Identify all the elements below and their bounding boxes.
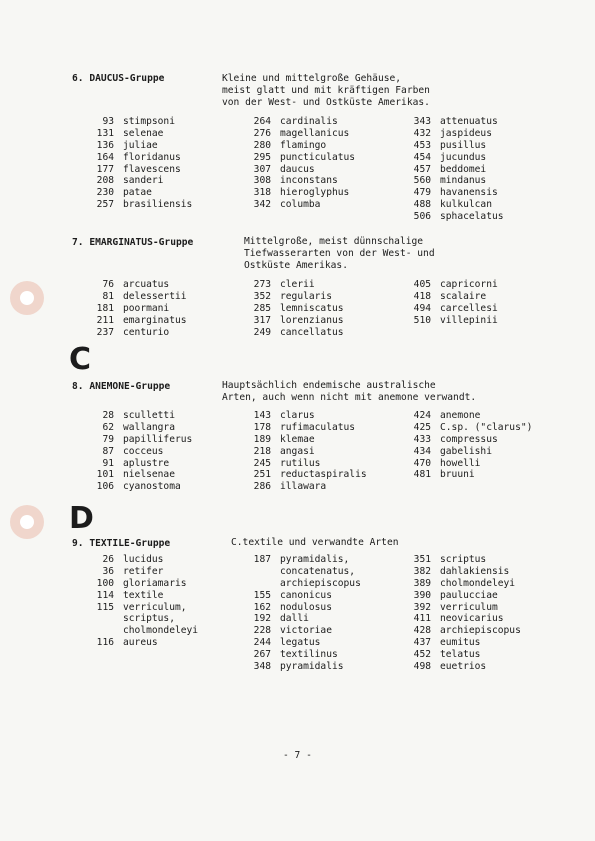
species-column	[245, 554, 361, 673]
species-name: beddomei	[440, 163, 487, 175]
species-number: 276	[253, 127, 271, 139]
species-entry	[405, 211, 504, 223]
species-entry	[88, 164, 192, 176]
species-entry	[88, 279, 187, 291]
species-number: 488	[413, 199, 431, 211]
species-entry	[88, 187, 192, 199]
species-number: 307	[253, 163, 271, 175]
species-column	[405, 410, 532, 481]
species-entry	[245, 590, 361, 602]
species-number: 481	[413, 469, 431, 481]
punch-hole-top	[10, 281, 44, 315]
species-number: 318	[253, 187, 271, 199]
species-entry	[405, 140, 504, 152]
species-entry	[245, 291, 344, 303]
species-name: villepinii	[440, 314, 498, 326]
species-name: bruuni	[440, 469, 475, 481]
species-entry	[405, 613, 521, 625]
species-entry	[405, 446, 532, 458]
species-number: 390	[413, 589, 431, 601]
species-number: 162	[253, 601, 271, 613]
species-number: 352	[253, 290, 271, 302]
species-entry	[245, 128, 355, 140]
species-entry	[88, 554, 198, 566]
species-number: 155	[253, 589, 271, 601]
species-number: 143	[253, 410, 271, 421]
species-number: 28	[102, 410, 114, 421]
species-entry	[245, 279, 344, 291]
species-name: magellanicus	[280, 127, 350, 139]
species-number: 425	[413, 421, 431, 433]
species-name: capricorni	[440, 279, 498, 290]
species-number: 115	[96, 601, 114, 613]
species-entry	[88, 303, 187, 315]
species-number: 273	[253, 279, 271, 290]
species-name: lemniscatus	[280, 302, 344, 314]
species-name: neovicarius	[440, 613, 504, 625]
species-column	[245, 410, 367, 493]
species-number: 192	[253, 613, 271, 625]
species-number: 560	[413, 175, 431, 187]
species-entry	[245, 164, 355, 176]
species-entry	[245, 613, 361, 625]
species-name: cancellatus	[280, 326, 344, 338]
species-number: 36	[102, 565, 114, 577]
species-name: sanderi	[123, 175, 164, 187]
species-column	[245, 116, 355, 211]
species-name: dalli	[280, 613, 309, 625]
species-entry	[88, 578, 198, 590]
species-entry	[245, 410, 367, 422]
description-line: Kleine und mittelgroße Gehäuse,	[222, 73, 402, 84]
species-number: 411	[413, 613, 431, 625]
species-number: 93	[102, 116, 114, 127]
species-name: pyramidalis	[280, 661, 344, 673]
species-number: 136	[96, 139, 114, 151]
species-name: gloriamaris	[123, 577, 187, 589]
section-letter: D	[69, 501, 94, 536]
species-entry	[88, 625, 198, 637]
species-number: 295	[253, 151, 271, 163]
species-number: 343	[413, 116, 431, 127]
species-name: reductaspiralis	[280, 469, 367, 481]
species-number: 418	[413, 290, 431, 302]
species-name: selenae	[123, 127, 164, 139]
species-name: angasi	[280, 445, 315, 457]
species-name: textilinus	[280, 649, 338, 661]
description-line: Arten, auch wenn nicht mit anemone verwandt.	[222, 392, 477, 403]
species-number: 498	[413, 661, 431, 673]
species-name: hieroglyphus	[280, 187, 350, 199]
species-name: stimpsoni	[123, 116, 175, 127]
species-number: 285	[253, 302, 271, 314]
species-entry	[245, 327, 344, 339]
species-name: floridanus	[123, 151, 181, 163]
species-entry	[88, 315, 187, 327]
species-number: 208	[96, 175, 114, 187]
species-number: 26	[102, 554, 114, 565]
species-column	[88, 116, 192, 211]
species-entry	[245, 152, 355, 164]
species-number: 432	[413, 127, 431, 139]
species-number: 257	[96, 199, 114, 211]
species-entry	[245, 303, 344, 315]
species-name: nielsenae	[123, 469, 175, 481]
species-entry	[245, 422, 367, 434]
description-line: Hauptsächlich endemische australische	[222, 380, 436, 391]
species-entry	[245, 625, 361, 637]
species-name: eumitus	[440, 637, 481, 649]
species-number: 187	[253, 554, 271, 565]
species-entry	[405, 637, 521, 649]
species-number: 424	[413, 410, 431, 421]
species-entry	[88, 422, 192, 434]
species-name: verriculum	[440, 601, 498, 613]
species-name: telatus	[440, 649, 481, 661]
species-name: illawara	[280, 481, 327, 493]
species-entry	[245, 187, 355, 199]
section-description	[222, 380, 476, 404]
species-entry	[245, 458, 367, 470]
species-name: arcuatus	[123, 279, 170, 290]
species-number: 479	[413, 187, 431, 199]
description-line: Tiefwasserarten von der West- und	[244, 248, 435, 259]
species-name: aureus	[123, 637, 158, 649]
species-entry	[88, 613, 198, 625]
species-name: clarus	[280, 410, 315, 421]
species-number: 506	[413, 211, 431, 223]
species-name: juliae	[123, 139, 158, 151]
species-name: verriculum,	[123, 601, 187, 613]
species-name: legatus	[280, 637, 321, 649]
species-entry	[245, 661, 361, 673]
species-number: 79	[102, 433, 114, 445]
section-letter: C	[69, 342, 92, 377]
species-number: 62	[102, 421, 114, 433]
species-name: rutilus	[280, 457, 321, 469]
species-name: kulkulcan	[440, 199, 492, 211]
description-line: meist glatt und mit kräftigen Farben	[222, 85, 430, 96]
species-entry	[245, 446, 367, 458]
species-number: 308	[253, 175, 271, 187]
species-number: 510	[413, 314, 431, 326]
species-number: 189	[253, 433, 271, 445]
species-entry	[405, 625, 521, 637]
species-entry	[405, 128, 504, 140]
punch-hole-bottom	[10, 505, 44, 539]
species-entry	[405, 303, 498, 315]
species-name: havanensis	[440, 187, 498, 199]
species-name: cholmondeleyi	[123, 625, 199, 637]
species-entry	[245, 637, 361, 649]
species-column	[405, 279, 498, 327]
species-name: victoriae	[280, 625, 332, 637]
species-name: scalaire	[440, 290, 487, 302]
species-name: anemone	[440, 410, 481, 421]
description-line: von der West- und Ostküste Amerikas.	[222, 97, 430, 108]
species-name: cardinalis	[280, 116, 338, 127]
species-entry	[88, 434, 192, 446]
species-name: archiepiscopus	[440, 625, 521, 637]
species-entry	[88, 175, 192, 187]
species-name: puncticulatus	[280, 151, 356, 163]
species-number: 181	[96, 302, 114, 314]
species-name: archiepiscopus	[280, 577, 361, 589]
species-entry	[88, 199, 192, 211]
species-number: 81	[102, 290, 114, 302]
species-entry	[405, 661, 521, 673]
species-name: clerii	[280, 279, 315, 290]
species-name: concatenatus,	[280, 565, 356, 577]
species-entry	[245, 469, 367, 481]
species-name: columba	[280, 199, 321, 211]
species-number: 392	[413, 601, 431, 613]
species-number: 454	[413, 151, 431, 163]
species-number: 280	[253, 139, 271, 151]
species-number: 286	[253, 481, 271, 493]
species-number: 470	[413, 457, 431, 469]
section-heading: 6. DAUCUS-Gruppe	[72, 73, 165, 84]
species-column	[245, 279, 344, 338]
species-entry	[405, 422, 532, 434]
species-entry	[405, 199, 504, 211]
species-name: lorenzianus	[280, 314, 344, 326]
species-number: 228	[253, 625, 271, 637]
species-name: rufimaculatus	[280, 421, 356, 433]
species-entry	[245, 649, 361, 661]
species-entry	[405, 554, 521, 566]
species-name: textile	[123, 589, 164, 601]
species-name: flamingo	[280, 139, 327, 151]
species-entry	[245, 199, 355, 211]
species-entry	[245, 175, 355, 187]
species-name: attenuatus	[440, 116, 498, 127]
species-number: 177	[96, 163, 114, 175]
species-entry	[405, 187, 504, 199]
species-number: 249	[253, 326, 271, 338]
species-entry	[245, 578, 361, 590]
section-heading: 8. ANEMONE-Gruppe	[72, 381, 171, 392]
species-name: jucundus	[440, 151, 487, 163]
species-entry	[88, 481, 192, 493]
species-name: paulucciae	[440, 589, 498, 601]
species-number: 211	[96, 314, 114, 326]
species-number: 101	[96, 469, 114, 481]
species-entry	[88, 128, 192, 140]
species-name: papilliferus	[123, 433, 193, 445]
species-name: cholmondeleyi	[440, 577, 516, 589]
species-entry	[405, 410, 532, 422]
species-number: 264	[253, 116, 271, 127]
species-entry	[405, 458, 532, 470]
species-number: 433	[413, 433, 431, 445]
species-number: 457	[413, 163, 431, 175]
species-entry	[88, 327, 187, 339]
species-entry	[88, 140, 192, 152]
species-name: dahlakiensis	[440, 565, 510, 577]
species-name: scriptus	[440, 554, 487, 565]
species-number: 428	[413, 625, 431, 637]
species-number: 382	[413, 565, 431, 577]
page-number: - 7 -	[283, 750, 312, 761]
species-name: howelli	[440, 457, 481, 469]
species-name: regularis	[280, 290, 332, 302]
species-entry	[405, 164, 504, 176]
species-number: 91	[102, 457, 114, 469]
species-number: 389	[413, 577, 431, 589]
species-entry	[88, 152, 192, 164]
species-entry	[405, 434, 532, 446]
species-entry	[245, 566, 361, 578]
species-name: aplustre	[123, 457, 170, 469]
species-name: cyanostoma	[123, 481, 181, 493]
species-number: 178	[253, 421, 271, 433]
species-entry	[88, 291, 187, 303]
section-heading: 7. EMARGINATUS-Gruppe	[72, 237, 194, 248]
species-number: 342	[253, 199, 271, 211]
species-name: gabelishi	[440, 445, 492, 457]
species-number: 348	[253, 661, 271, 673]
species-name: scriptus,	[123, 613, 175, 625]
species-entry	[88, 446, 192, 458]
species-number: 230	[96, 187, 114, 199]
species-number: 453	[413, 139, 431, 151]
species-name: delessertii	[123, 290, 187, 302]
species-name: klemae	[280, 433, 315, 445]
species-number: 237	[96, 326, 114, 338]
description-line: C.textile und verwandte Arten	[231, 537, 399, 548]
species-name: carcellesi	[440, 302, 498, 314]
species-number: 452	[413, 649, 431, 661]
species-number: 106	[96, 481, 114, 493]
description-line: Mittelgroße, meist dünnschalige	[244, 236, 424, 247]
species-name: sculletti	[123, 410, 175, 421]
species-entry	[88, 637, 198, 649]
species-entry	[405, 578, 521, 590]
species-name: C.sp. ("clarus")	[440, 421, 533, 433]
species-name: inconstans	[280, 175, 338, 187]
species-number: 317	[253, 314, 271, 326]
species-name: poormani	[123, 302, 170, 314]
species-number: 405	[413, 279, 431, 290]
species-name: retifer	[123, 565, 164, 577]
species-number: 164	[96, 151, 114, 163]
species-entry	[405, 315, 498, 327]
species-entry	[405, 152, 504, 164]
species-name: centurio	[123, 326, 170, 338]
species-name: euetrios	[440, 661, 487, 673]
species-name: compressus	[440, 433, 498, 445]
species-number: 244	[253, 637, 271, 649]
section-heading: 9. TEXTILE-Gruppe	[72, 538, 171, 549]
species-number: 494	[413, 302, 431, 314]
description-line: Ostküste Amerikas.	[244, 260, 348, 271]
species-name: wallangra	[123, 421, 175, 433]
species-name: pyramidalis,	[280, 554, 350, 565]
species-column	[88, 279, 187, 338]
species-entry	[405, 291, 498, 303]
species-number: 218	[253, 445, 271, 457]
species-entry	[245, 602, 361, 614]
section-description	[244, 236, 435, 272]
species-entry	[405, 175, 504, 187]
species-name: brasiliensis	[123, 199, 193, 211]
species-column	[405, 116, 504, 223]
species-entry	[405, 649, 521, 661]
species-number: 114	[96, 589, 114, 601]
species-number: 251	[253, 469, 271, 481]
species-entry	[405, 566, 521, 578]
species-column	[88, 554, 198, 649]
species-number: 116	[96, 637, 114, 649]
species-entry	[405, 279, 498, 291]
species-entry	[245, 481, 367, 493]
species-entry	[88, 410, 192, 422]
species-number: 351	[413, 554, 431, 565]
species-number: 131	[96, 127, 114, 139]
species-entry	[245, 434, 367, 446]
section-description	[231, 537, 399, 549]
species-column	[88, 410, 192, 493]
species-entry	[88, 566, 198, 578]
species-entry	[245, 315, 344, 327]
species-number: 267	[253, 649, 271, 661]
species-number: 87	[102, 445, 114, 457]
species-number: 245	[253, 457, 271, 469]
species-entry	[405, 590, 521, 602]
species-column	[405, 554, 521, 673]
section-description	[222, 73, 430, 109]
species-entry	[88, 602, 198, 614]
species-name: lucidus	[123, 554, 164, 565]
species-name: emarginatus	[123, 314, 187, 326]
species-entry	[88, 458, 192, 470]
species-name: cocceus	[123, 445, 164, 457]
species-number: 100	[96, 577, 114, 589]
species-name: nodulosus	[280, 601, 332, 613]
species-entry	[245, 116, 355, 128]
species-name: daucus	[280, 163, 315, 175]
species-entry	[88, 590, 198, 602]
species-entry	[245, 554, 361, 566]
species-number: 434	[413, 445, 431, 457]
species-entry	[405, 469, 532, 481]
species-name: jaspideus	[440, 127, 492, 139]
species-name: patae	[123, 187, 152, 199]
species-name: sphacelatus	[440, 211, 504, 223]
species-entry	[405, 116, 504, 128]
species-number: 76	[102, 279, 114, 290]
species-entry	[405, 602, 521, 614]
species-name: flavescens	[123, 163, 181, 175]
species-entry	[88, 469, 192, 481]
species-name: mindanus	[440, 175, 487, 187]
species-name: canonicus	[280, 589, 332, 601]
species-entry	[88, 116, 192, 128]
species-name: pusillus	[440, 139, 487, 151]
species-entry	[245, 140, 355, 152]
species-number: 437	[413, 637, 431, 649]
